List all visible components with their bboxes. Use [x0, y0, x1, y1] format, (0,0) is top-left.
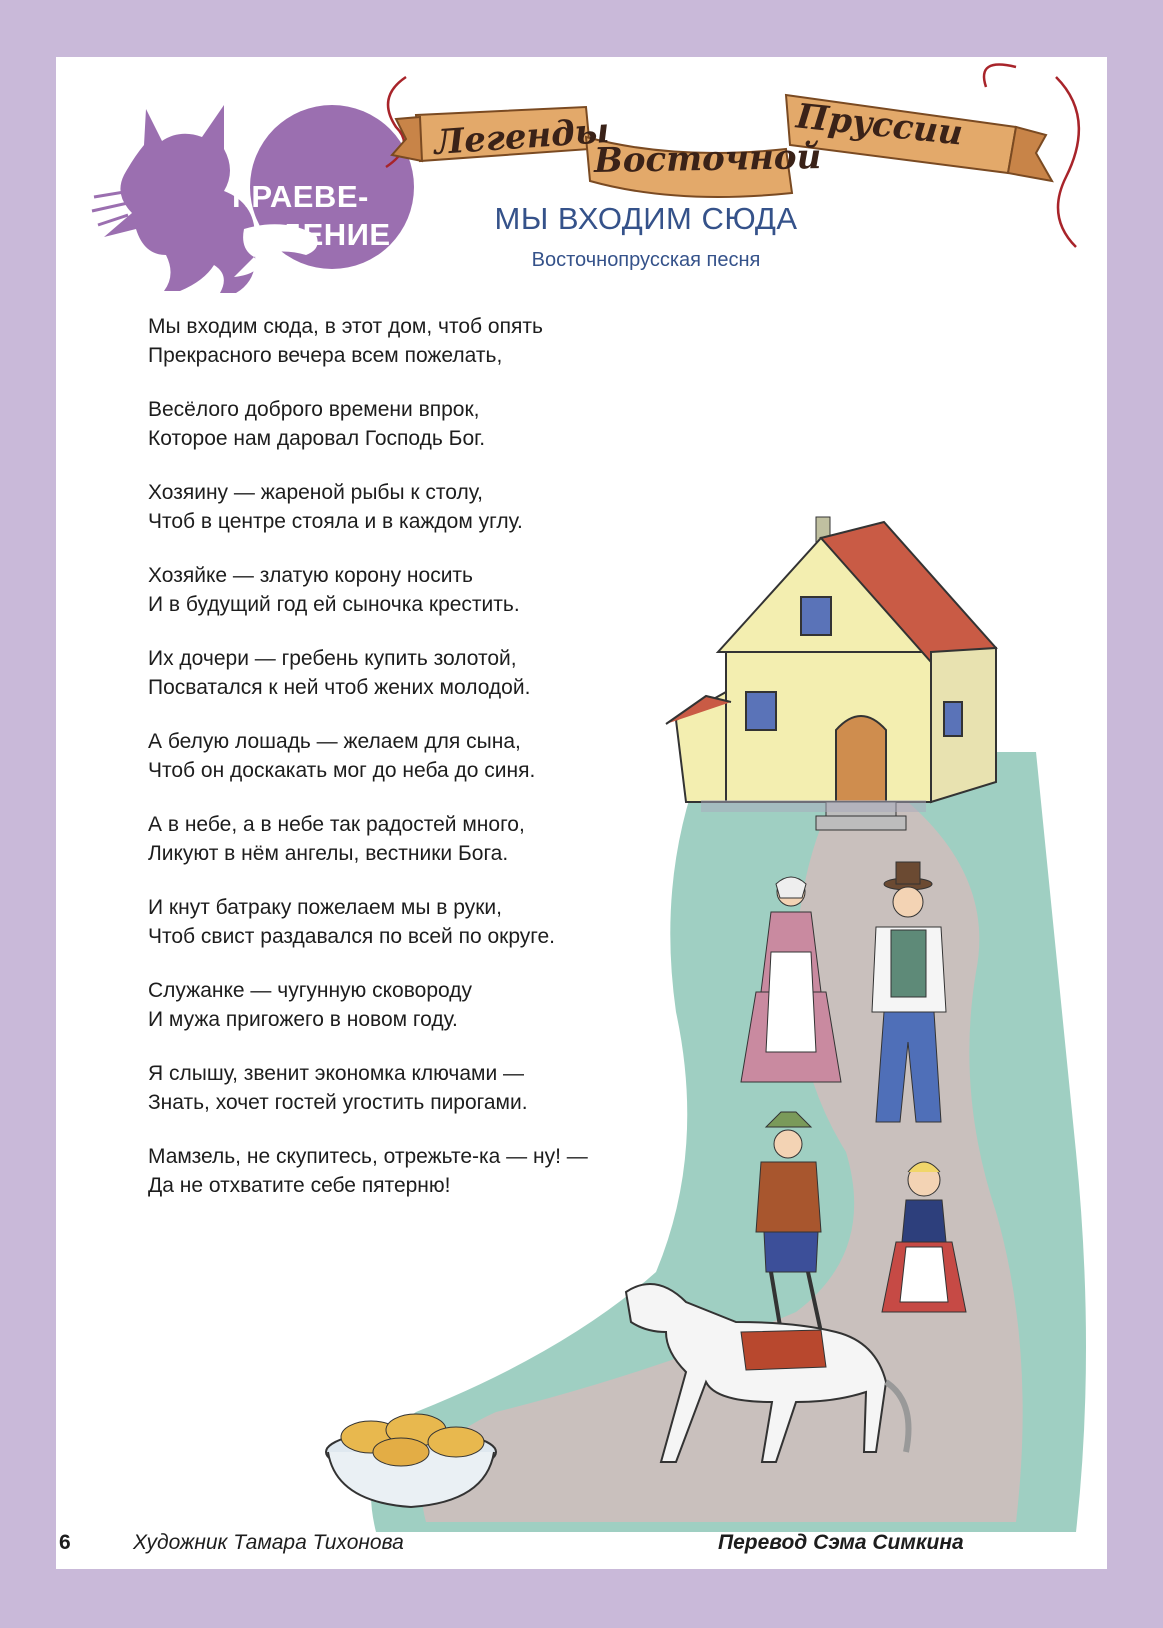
banner-word-legends: Легенды [432, 110, 611, 164]
logo-text-line2: ДЕНИЕ [280, 217, 391, 252]
poem-line: Которое нам даровал Господь Бог. [148, 426, 486, 450]
poem-line: Знать, хочет гостей угостить пирогами. [148, 1090, 528, 1114]
poem-line: И кнут батраку пожелаем мы в руки, [148, 896, 502, 919]
logo-kraevedenie [84, 79, 414, 319]
banner-word-eastern: Восточной [593, 137, 822, 181]
poem-line: Чтоб свист раздавался по всей по округе. [148, 924, 555, 948]
logo-text-line1: КРАЕВЕ- [232, 179, 369, 214]
poem-line: Их дочери — гребень купить золотой, [148, 647, 517, 670]
poem-line: Я слышу, звенит экономка ключами — [148, 1062, 525, 1085]
house-icon [666, 517, 996, 830]
poem-line: Прекрасного вечера всем пожелать, [148, 343, 503, 367]
page [56, 57, 1107, 1569]
poem-line: Хозяину — жареной рыбы к столу, [148, 481, 483, 504]
page-title: МЫ ВХОДИМ СЮДА [494, 201, 798, 236]
poem-line: Чтоб он доскакать мог до неба до синя. [148, 758, 536, 782]
artist-credit: Художник Тамара Тихонова [133, 1531, 404, 1554]
translator-credit: Перевод Сэма Симкина [718, 1531, 964, 1554]
poem-line: А в небе, а в небе так радостей много, [148, 813, 525, 836]
poem-line: А белую лошадь — желаем для сына, [148, 730, 521, 753]
poem-line: Посватался к ней чтоб жених молодой. [148, 675, 531, 699]
banner-word-prussia: Пруссии [794, 96, 965, 154]
page-subtitle: Восточнопрусская песня [531, 249, 761, 271]
poem-line: Чтоб в центре стояла и в каждом углу. [148, 509, 523, 533]
poem-line: Ликуют в нём ангелы, вестники Бога. [148, 841, 509, 865]
illustration [236, 452, 1107, 1552]
stanza [148, 313, 708, 370]
page-number: 6 [59, 1531, 71, 1554]
poem-line: И в будущий год ей сыночка крестить. [148, 592, 520, 616]
poem-line: И мужа пригожего в новом году. [148, 1007, 458, 1031]
stanza [148, 396, 708, 453]
poem-line: Мамзель, не скупитесь, отрежьте-ка — ну! — [148, 1145, 588, 1168]
poem-line: Весёлого доброго времени впрок, [148, 398, 480, 421]
poem-line: Мы входим сюда, в этот дом, чтоб опять [148, 315, 543, 338]
poem-line: Хозяйке — златую корону носить [148, 564, 473, 587]
poem-line: Служанке — чугунную сковороду [148, 979, 472, 1002]
poem-line: Да не отхватите себе пятерню! [148, 1173, 451, 1197]
